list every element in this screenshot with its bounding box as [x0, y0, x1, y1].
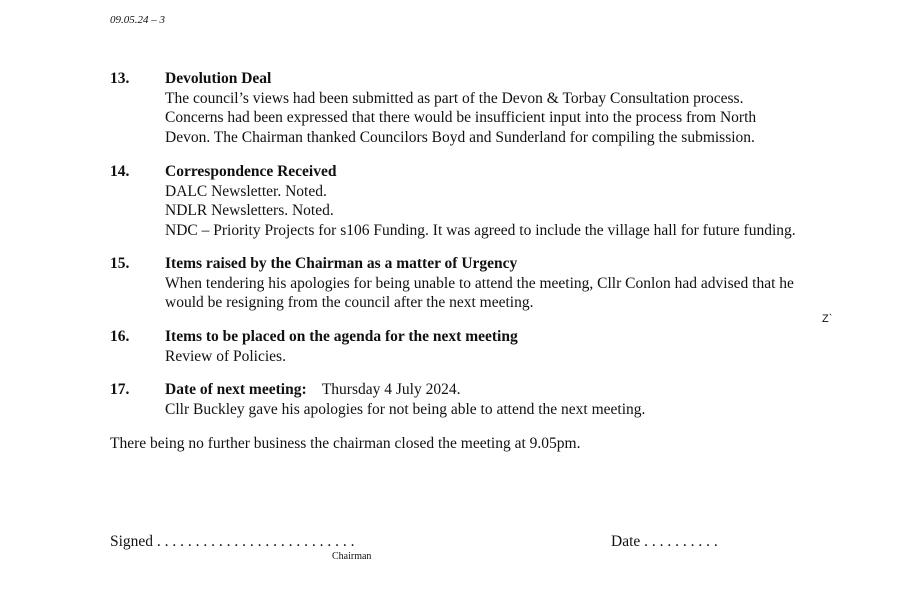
item-number: 13.	[110, 70, 130, 87]
item-line: Review of Policies.	[165, 347, 286, 365]
item-heading: Date of next meeting:	[165, 381, 307, 398]
item-line: NDLR Newsletters. Noted.	[165, 202, 334, 219]
signed-line: Signed . . . . . . . . . . . . . . . . . . . . . . . . . .	[110, 533, 355, 550]
item-line: NDC – Priority Projects for s106 Funding. It was agreed to include the village hall for future funding.	[165, 221, 796, 239]
item-body	[165, 254, 885, 313]
item-number: 15.	[110, 255, 130, 272]
date-line: Date . . . . . . . . . .	[611, 533, 718, 550]
item-number: 17.	[110, 381, 130, 398]
item-number: 14.	[110, 163, 130, 180]
next-meeting-date: Thursday 4 July 2024.	[321, 381, 461, 398]
item-line: The council’s views had been submitted as part of the Devon & Torbay Consultation process.	[165, 89, 744, 107]
stray-mark: Z`	[822, 313, 833, 325]
item-line: DALC Newsletter. Noted.	[165, 182, 327, 200]
item-line: Cllr Buckley gave his apologies for not being able to attend the next meeting.	[165, 400, 646, 418]
item-line: When tendering his apologies for being unable to attend the meeting, Cllr Conlon had advised that he	[165, 274, 794, 292]
item-line: would be resigning from the council after the next meeting.	[165, 294, 534, 311]
page-reference: 09.05.24 – 3	[110, 14, 165, 26]
item-heading: Items raised by the Chairman as a matter of Urgency	[165, 255, 518, 272]
closing-statement: There being no further business the chairman closed the meeting at 9.05pm.	[110, 435, 581, 452]
item-body	[165, 380, 885, 419]
item-number: 16.	[110, 328, 130, 345]
item-heading: Correspondence Received	[165, 163, 337, 180]
item-body	[165, 69, 885, 147]
item-heading: Items to be placed on the agenda for the next meeting	[165, 328, 518, 345]
chairman-label: Chairman	[332, 551, 372, 562]
item-body	[165, 327, 885, 366]
item-line: Concerns had been expressed that there would be insufficient input into the process from North	[165, 109, 757, 126]
item-heading: Devolution Deal	[165, 70, 272, 87]
next-meeting-line	[165, 380, 885, 400]
item-line: Devon. The Chairman thanked Councilors Boyd and Sunderland for compiling the submission.	[165, 128, 755, 146]
item-body	[165, 162, 885, 240]
